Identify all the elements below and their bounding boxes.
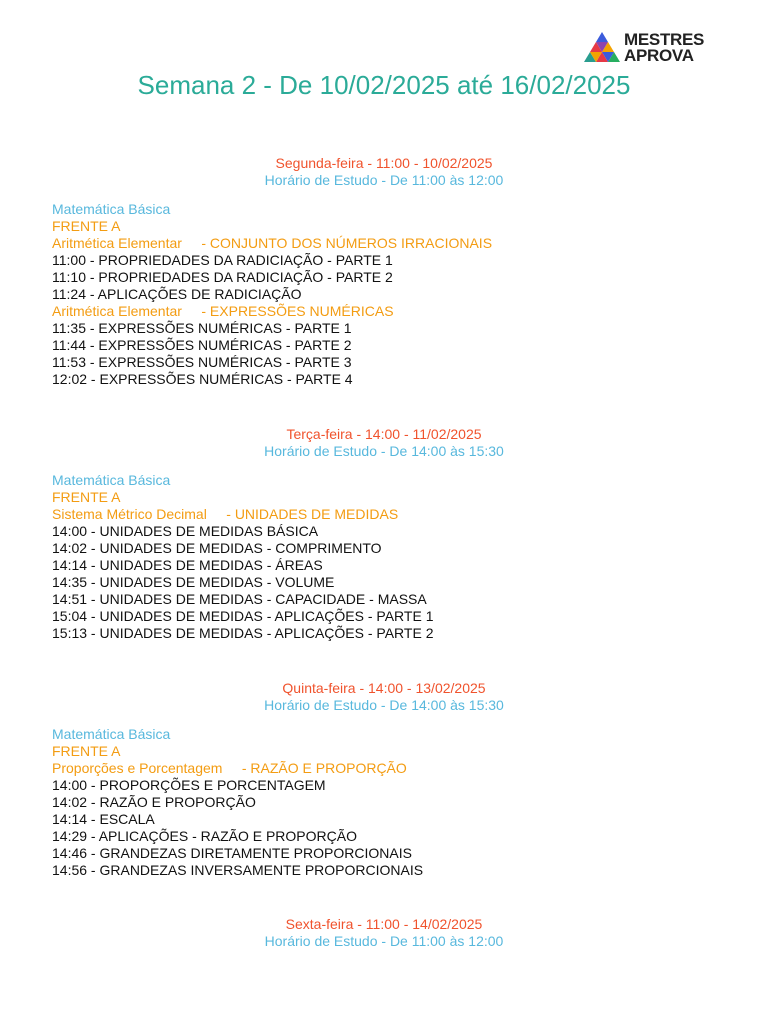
lesson-item: 14:46 - GRANDEZAS DIRETAMENTE PROPORCIONAIS — [52, 845, 412, 861]
day-title: Quinta-feira - 14:00 - 13/02/2025 — [282, 680, 486, 696]
study-hours: Horário de Estudo - De 11:00 às 12:00 — [264, 933, 504, 949]
topic-heading: Aritmética Elementar - CONJUNTO DOS NÚMEROS IRRACIONAIS — [52, 235, 493, 251]
day-header — [0, 680, 768, 714]
subject-name: Matemática Básica — [52, 472, 171, 488]
front-label: FRENTE A — [52, 218, 121, 234]
subject-name: Matemática Básica — [52, 726, 171, 742]
lesson-item: 11:53 - EXPRESSÕES NUMÉRICAS - PARTE 3 — [52, 354, 352, 370]
brand-logo — [582, 28, 712, 68]
day-title: Segunda-feira - 11:00 - 10/02/2025 — [275, 155, 493, 171]
day-section-segunda — [0, 155, 768, 388]
lesson-item: 15:13 - UNIDADES DE MEDIDAS - APLICAÇÕES - PARTE 2 — [52, 625, 434, 641]
topic-heading: Sistema Métrico Decimal - UNIDADES DE MEDIDAS — [52, 506, 399, 522]
lesson-item: 11:24 - APLICAÇÕES DE RADICIAÇÃO — [52, 286, 302, 302]
study-hours: Horário de Estudo - De 14:00 às 15:30 — [264, 697, 504, 713]
lesson-item: 11:00 - PROPRIEDADES DA RADICIAÇÃO - PARTE 1 — [52, 252, 393, 268]
day-header — [0, 155, 768, 189]
lesson-item: 14:14 - ESCALA — [52, 811, 155, 827]
lesson-item: 12:02 - EXPRESSÕES NUMÉRICAS - PARTE 4 — [52, 371, 353, 387]
lesson-item: 11:35 - EXPRESSÕES NUMÉRICAS - PARTE 1 — [52, 320, 352, 336]
lesson-item: 14:02 - UNIDADES DE MEDIDAS - COMPRIMENTO — [52, 540, 382, 556]
subject-name: Matemática Básica — [52, 201, 171, 217]
brand-wordmark: MESTRES APROVA — [624, 30, 705, 65]
day-title: Terça-feira - 14:00 - 11/02/2025 — [286, 426, 482, 442]
day-header — [0, 426, 768, 460]
lesson-item: 14:29 - APLICAÇÕES - RAZÃO E PROPORÇÃO — [52, 828, 357, 844]
subject-block — [52, 201, 768, 388]
lesson-item: 14:56 - GRANDEZAS INVERSAMENTE PROPORCIONAIS — [52, 862, 424, 878]
study-hours: Horário de Estudo - De 11:00 às 12:00 — [264, 172, 504, 188]
day-section-quinta — [0, 680, 768, 879]
lesson-item: 14:14 - UNIDADES DE MEDIDAS - ÁREAS — [52, 557, 323, 573]
triangle-logo-icon — [582, 30, 622, 66]
page-title: Semana 2 - De 10/02/2025 até 16/02/2025 — [137, 70, 631, 100]
lesson-item: 14:00 - UNIDADES DE MEDIDAS BÁSICA — [52, 523, 319, 539]
subject-block — [52, 726, 768, 879]
topic-heading: Proporções e Porcentagem - RAZÃO E PROPORÇÃO — [52, 760, 407, 776]
subject-block — [52, 472, 768, 642]
lesson-item: 14:02 - RAZÃO E PROPORÇÃO — [52, 794, 256, 810]
day-title: Sexta-feira - 11:00 - 14/02/2025 — [285, 916, 483, 932]
study-hours: Horário de Estudo - De 14:00 às 15:30 — [264, 443, 504, 459]
day-section-sexta — [0, 916, 768, 950]
lesson-item: 14:35 - UNIDADES DE MEDIDAS - VOLUME — [52, 574, 335, 590]
lesson-item: 14:51 - UNIDADES DE MEDIDAS - CAPACIDADE - MASSA — [52, 591, 427, 607]
front-label: FRENTE A — [52, 743, 121, 759]
lesson-item: 11:10 - PROPRIEDADES DA RADICIAÇÃO - PARTE 2 — [52, 269, 393, 285]
front-label: FRENTE A — [52, 489, 121, 505]
topic-heading: Aritmética Elementar - EXPRESSÕES NUMÉRICAS — [52, 303, 394, 319]
lesson-item: 14:00 - PROPORÇÕES E PORCENTAGEM — [52, 777, 326, 793]
lesson-item: 15:04 - UNIDADES DE MEDIDAS - APLICAÇÕES - PARTE 1 — [52, 608, 434, 624]
lesson-item: 11:44 - EXPRESSÕES NUMÉRICAS - PARTE 2 — [52, 337, 352, 353]
day-header — [0, 916, 768, 950]
day-section-terca — [0, 426, 768, 642]
